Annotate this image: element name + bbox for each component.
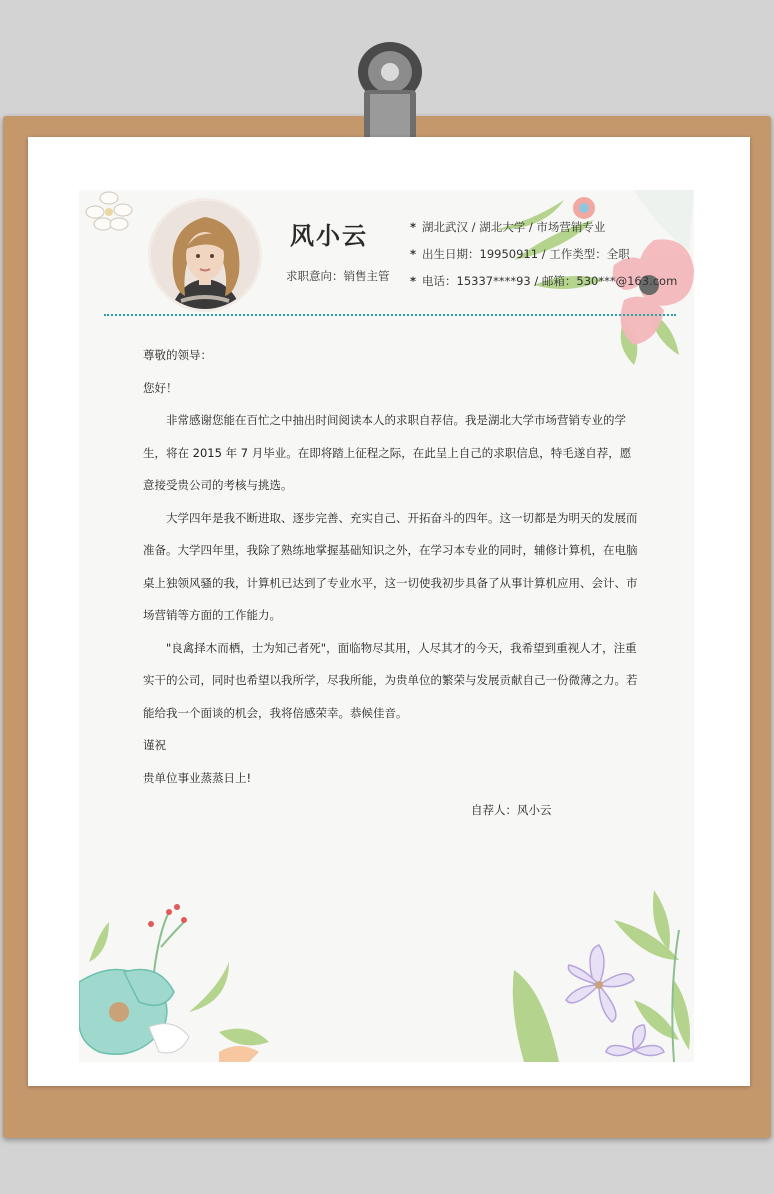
letter-paragraph: "良禽择木而栖，士为知己者死"，面临物尽其用，人尽其才的今天，我希望到重视人才，注重实干的公司，同时也希望以我所学，尽我所能，为贵单位的繁荣与发展贡献自己一份微薄之力。若能给我一个面谈的机会，我将倍感荣幸。恭候佳音。 [143, 640, 638, 720]
info-text: 湖北武汉 / 湖北大学 / 市场营销专业 [422, 220, 606, 234]
closing: 谨祝 [143, 738, 166, 752]
cover-letter-body [143, 339, 641, 827]
greeting: 您好！ [143, 380, 178, 395]
signature: 自荐人：风小云 [471, 803, 552, 817]
candidate-name: 风小云 [290, 222, 368, 250]
letter-paragraph: 非常感谢您能在百忙之中抽出时间阅读本人的求职自荐信。我是湖北大学市场营销专业的学生，将在 2015 年 7 月毕业。在即将踏上征程之际，在此呈上自己的求职信息，特毛遂自荐，愿意接受贵公司的考核与挑选。 [143, 413, 632, 492]
info-item-contact [410, 272, 677, 299]
bullet-star-icon: * [410, 274, 417, 288]
info-text: 出生日期：19950911 / 工作类型：全职 [422, 247, 630, 261]
flower-decoration-icon [79, 190, 139, 240]
closing-wish: 贵单位事业蒸蒸日上! [143, 770, 252, 785]
contact-info-list [410, 218, 677, 299]
avatar [148, 198, 262, 312]
flower-decoration-icon [504, 890, 694, 1062]
bullet-star-icon: * [410, 220, 417, 234]
info-item-birth [410, 245, 677, 272]
info-item-location [410, 218, 677, 245]
letter-paragraph: 大学四年是我不断进取、逐步完善、充实自己、开拓奋斗的四年。这一切都是为明天的发展而准备。大学四年里，我除了熟练地掌握基础知识之外，在学习本专业的同时，辅修计算机，在电脑桌上独领风骚的我，计算机已达到了专业水平，这一切使我初步具备了从事计算机应用、会计、市场营销等方面的工作能力。 [143, 510, 638, 622]
portrait-photo-icon [151, 201, 259, 309]
header-divider [104, 314, 676, 316]
flower-decoration-icon [79, 902, 299, 1062]
bullet-star-icon: * [410, 247, 417, 261]
salutation: 尊敬的领导： [143, 348, 212, 362]
job-intent: 求职意向：销售主管 [286, 269, 390, 283]
info-text: 电话：15337****93 / 邮箱：530***@163.com [422, 274, 678, 288]
